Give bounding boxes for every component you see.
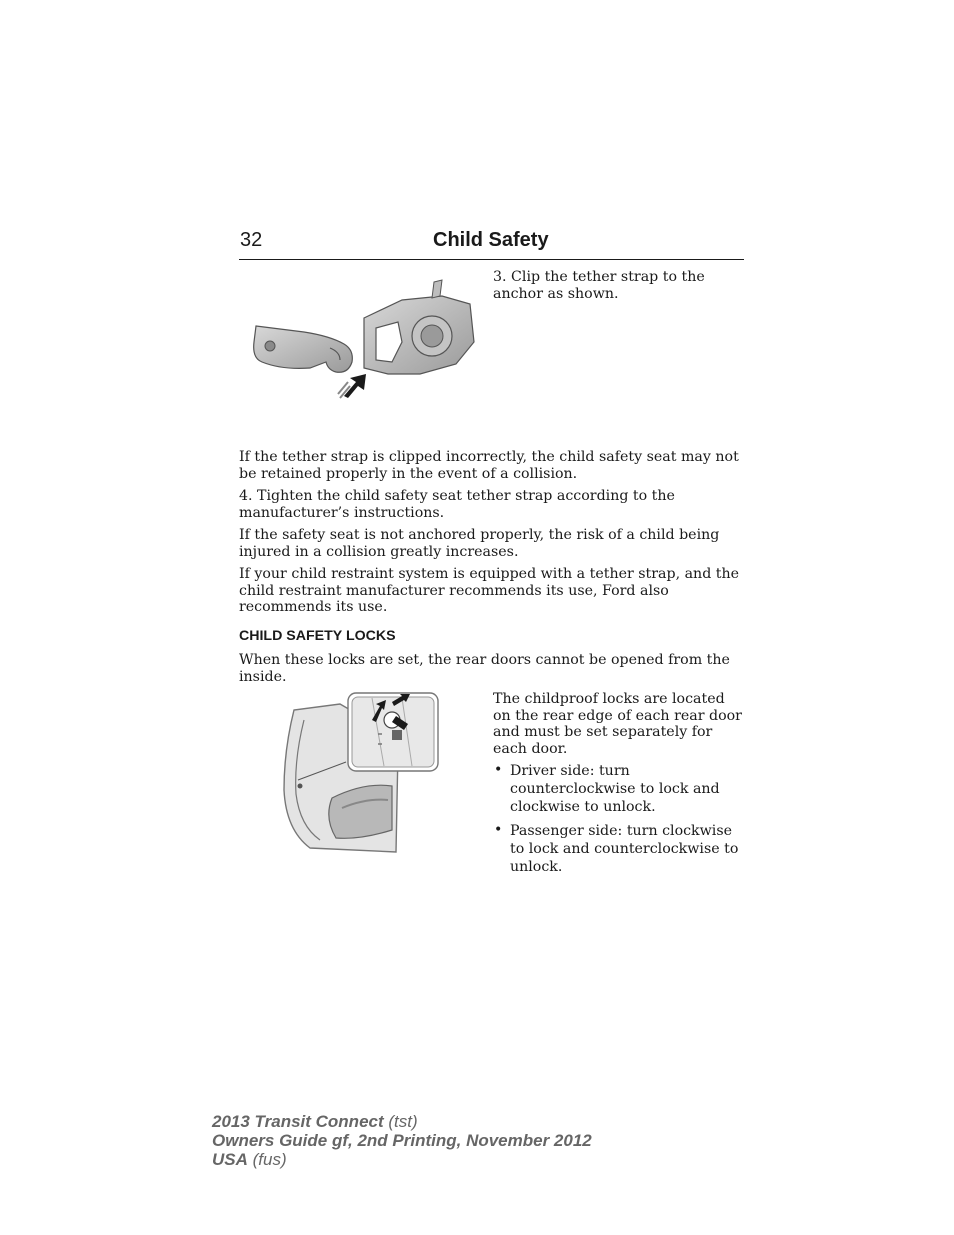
step-3-text: 3. Clip the tether strap to the anchor as shown. (493, 269, 705, 302)
tether-anchor-illustration (252, 278, 477, 403)
section-title: Child Safety (433, 229, 549, 251)
footer-model: 2013 Transit Connect (212, 1112, 384, 1131)
footer-line-3 (212, 1150, 592, 1169)
paragraph-incorrect-clip: If the tether strap is clipped incorrectly, the child safety seat may not be retained properly in the event of a collision. (239, 449, 739, 482)
push-arrow-icon (338, 374, 366, 398)
page-header (239, 228, 744, 260)
locks-location-text: The childproof locks are located on the rear edge of each rear door and must be set separately for each door. (493, 691, 742, 757)
footer-model-code: (tst) (383, 1112, 418, 1131)
list-item (493, 762, 745, 816)
bullet-passenger-side: Passenger side: turn clockwise to lock and counterclockwise to unlock. (510, 823, 739, 875)
locks-intro-text: When these locks are set, the rear doors cannot be opened from the inside. (239, 652, 730, 685)
lock-direction-list (493, 762, 745, 876)
paragraph-step-4: 4. Tighten the child safety seat tether strap according to the manufacturer’s instructions. (239, 488, 675, 521)
footer-region: USA (212, 1150, 248, 1169)
footer-line-2: Owners Guide gf, 2nd Printing, November 2012 (212, 1131, 592, 1150)
footer-region-code: (fus) (247, 1150, 287, 1169)
bullet-driver-side: Driver side: turn counterclockwise to lock and clockwise to unlock. (510, 763, 720, 815)
paragraph-anchor-risk: If the safety seat is not anchored properly, the risk of a child being injured in a collision greatly increases. (239, 527, 720, 560)
child-lock-door-illustration (280, 690, 440, 855)
bullet-dot: • (494, 822, 503, 838)
list-item (493, 822, 745, 876)
paragraph-tether-recommendation: If your child restraint system is equipped with a tether strap, and the child restraint manufacturer recommends its use, Ford also recommends its use. (239, 566, 740, 616)
bullet-dot: • (494, 762, 503, 778)
page-footer (212, 1112, 592, 1169)
page-number: 32 (240, 229, 263, 251)
child-safety-locks-heading: CHILD SAFETY LOCKS (239, 628, 396, 644)
footer-line-1 (212, 1112, 592, 1131)
